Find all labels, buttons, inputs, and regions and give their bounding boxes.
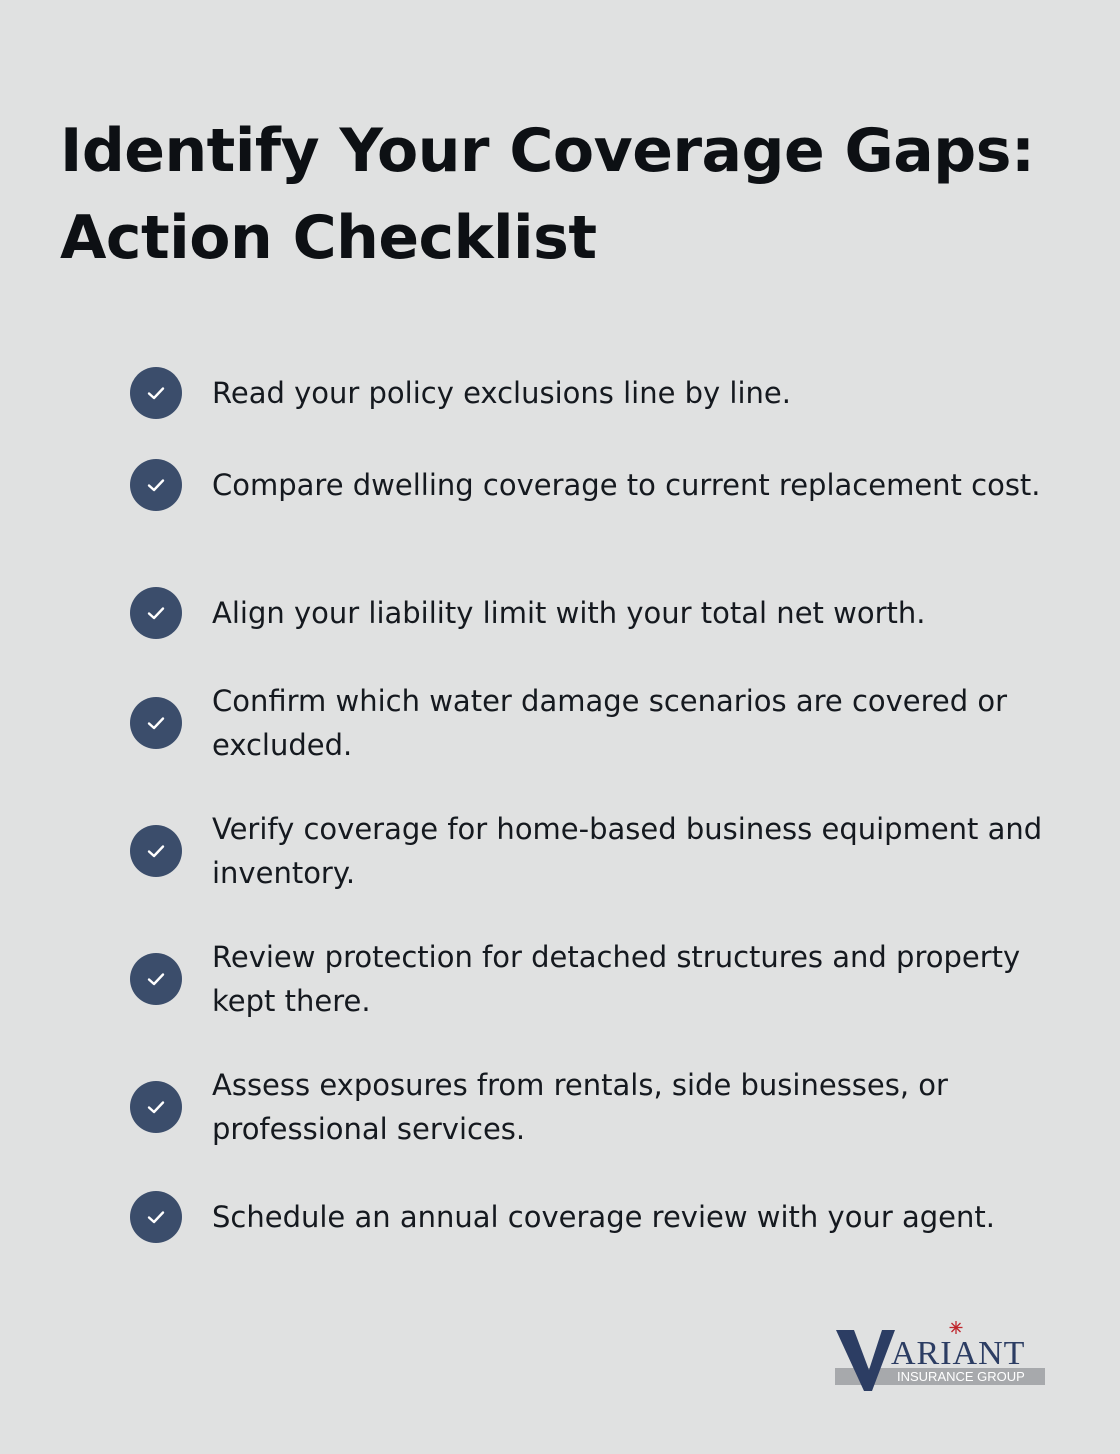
- checklist-item-text: Read your policy exclusions line by line.: [212, 376, 791, 410]
- checklist-item-text: Compare dwelling coverage to current replacement cost.: [212, 468, 1041, 502]
- variant-logo: [835, 1318, 1050, 1394]
- svg-text:INSURANCE GROUP: INSURANCE GROUP: [897, 1369, 1025, 1384]
- checklist-item: [130, 679, 1060, 767]
- checklist-item-text: Align your liability limit with your total net worth.: [212, 596, 926, 630]
- checklist-item: [130, 367, 1060, 419]
- svg-text:ARIANT: ARIANT: [891, 1335, 1026, 1372]
- check-circle-icon: [130, 587, 182, 639]
- checklist-item-text: Schedule an annual coverage review with your agent.: [212, 1200, 995, 1234]
- checklist-item-text: Confirm which water damage scenarios are covered or excluded.: [212, 684, 1008, 762]
- checklist-item: [130, 1191, 1060, 1243]
- star-icon: [950, 1321, 963, 1334]
- page-title-line-2: Action Checklist: [60, 203, 597, 273]
- checklist-item: [130, 459, 1060, 511]
- check-circle-icon: [130, 459, 182, 511]
- checklist-item: [130, 587, 1060, 639]
- check-circle-icon: [130, 953, 182, 1005]
- page-title-line-1: Identify Your Coverage Gaps:: [60, 116, 1035, 186]
- check-circle-icon: [130, 697, 182, 749]
- check-circle-icon: [130, 1191, 182, 1243]
- checklist-item: [130, 935, 1060, 1023]
- checklist-item-text: Assess exposures from rentals, side businesses, or professional services.: [212, 1068, 948, 1146]
- check-circle-icon: [130, 1081, 182, 1133]
- checklist-item: [130, 807, 1060, 895]
- check-circle-icon: [130, 367, 182, 419]
- checklist-item-text: Review protection for detached structures and property kept there.: [212, 940, 1021, 1018]
- checklist-item-text: Verify coverage for home-based business equipment and inventory.: [212, 812, 1043, 890]
- check-circle-icon: [130, 825, 182, 877]
- checklist-item: [130, 1063, 1060, 1151]
